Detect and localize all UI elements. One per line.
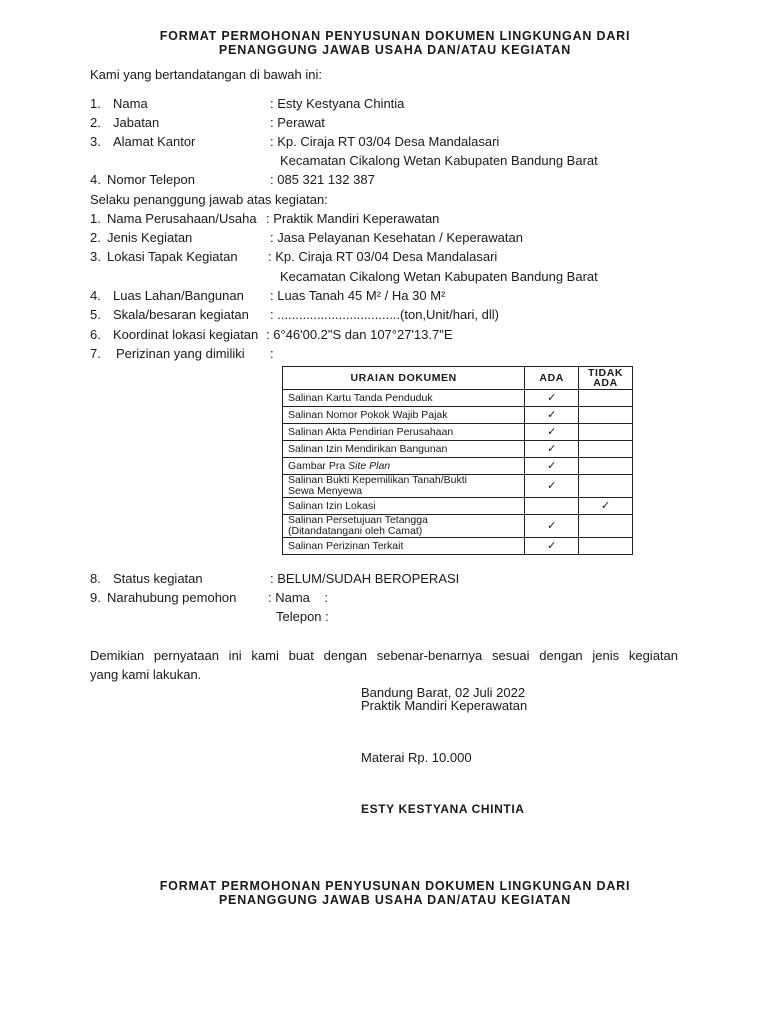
ada-cell [525, 515, 579, 538]
document-name: Gambar Pra [288, 459, 349, 472]
document-name-cell [283, 407, 525, 424]
checkmark-icon: ✓ [547, 442, 557, 455]
header-tidak-ada-line2: ADA [593, 377, 618, 389]
table-row [283, 498, 633, 515]
activity-label-permits: Perizinan yang dimiliki [116, 346, 245, 361]
header-tidak-ada [579, 367, 633, 390]
signer-value-address: : Kp. Ciraja RT 03/04 Desa Mandalasari [270, 134, 500, 149]
document-name-cell [283, 441, 525, 458]
table-row [283, 475, 633, 498]
activity-num-4: 4. [90, 288, 101, 303]
tidak-ada-cell [579, 538, 633, 555]
tidak-ada-cell [579, 407, 633, 424]
signer-num-2: 2. [90, 115, 101, 130]
activity-label-coordinates: Koordinat lokasi kegiatan [113, 327, 259, 342]
activity-label-scale: Skala/besaran kegiatan [113, 307, 249, 322]
checkmark-icon: ✓ [547, 459, 557, 472]
document-name-cell [283, 538, 525, 555]
activity-value-scale: : ..................................(ton,Unit/hari, dll) [270, 307, 500, 322]
activity-label-type: Jenis Kegiatan [107, 230, 193, 245]
footer-title-line1: FORMAT PERMOHONAN PENYUSUNAN DOKUMEN LINGKUNGAN DARI [159, 879, 631, 893]
signer-value-position: : Perawat [270, 115, 325, 130]
checkmark-icon: ✓ [547, 391, 557, 404]
signer-value-name: : Esty Kestyana Chintia [270, 96, 405, 111]
document-name-cell [283, 515, 525, 538]
activity-value-coordinates: : 6°46'00.2"S dan 107°27'13.7"E [266, 327, 453, 342]
signer-value-address-line2: Kecamatan Cikalong Wetan Kabupaten Bandung Barat [280, 153, 598, 168]
signer-label-phone: Nomor Telepon [107, 172, 195, 187]
activity-label-company: Nama Perusahaan/Usaha [107, 211, 257, 226]
checkmark-icon: ✓ [600, 499, 611, 512]
status-num-9: 9. [90, 590, 101, 605]
activity-value-company: : Praktik Mandiri Keperawatan [266, 211, 440, 226]
ada-cell [525, 538, 579, 555]
ada-cell [525, 407, 579, 424]
header-ada: ADA [525, 367, 579, 390]
activity-num-5: 5. [90, 307, 101, 322]
closing-line1: Demikian pernyataan ini kami buat dengan sebenar-benarnya sesuai dengan jenis kegiatan [90, 648, 678, 663]
tidak-ada-cell [579, 475, 633, 498]
status-label: Status kegiatan [113, 571, 203, 586]
signer-label-name: Nama [113, 96, 148, 111]
checkmark-icon: ✓ [547, 408, 557, 421]
document-title-line1: FORMAT PERMOHONAN PENYUSUNAN DOKUMEN LINGKUNGAN DARI [159, 29, 631, 43]
contact-label: Narahubung pemohon [107, 590, 237, 605]
closing-line2: yang kami lakukan. [90, 667, 202, 682]
activity-label-area: Luas Lahan/Bangunan [113, 288, 244, 303]
ada-cell [525, 390, 579, 407]
document-name: Salinan Akta Pendirian Perusahaan [288, 425, 454, 438]
document-name-cell [283, 458, 525, 475]
document-title-line2: PENANGGUNG JAWAB USAHA DAN/ATAU KEGIATAN [218, 43, 572, 57]
document-name: Salinan Nomor Pokok Wajib Pajak [288, 408, 448, 421]
document-name-italic: Site Plan [348, 459, 391, 472]
document-name: Salinan Izin Mendirikan Bangunan [288, 442, 448, 455]
activity-value-location-line2: Kecamatan Cikalong Wetan Kabupaten Bandung Barat [280, 269, 598, 284]
status-num-8: 8. [90, 571, 101, 586]
permits-table [282, 366, 633, 555]
table-row [283, 458, 633, 475]
table-row [283, 538, 633, 555]
table-row [283, 407, 633, 424]
signature-org: Praktik Mandiri Keperawatan [361, 698, 528, 713]
activity-num-1: 1. [90, 211, 101, 226]
activity-num-6: 6. [90, 327, 101, 342]
activity-num-3: 3. [90, 249, 101, 264]
document-name: Salinan Izin Lokasi [288, 499, 376, 512]
document-name-line2: (Ditandatangani oleh Camat) [288, 525, 423, 537]
permits-table-header [283, 367, 633, 390]
document-name-line2: Sewa Menyewa [288, 485, 363, 497]
intro-text: Kami yang bertandatangan di bawah ini: [90, 67, 322, 82]
signer-label-address: Alamat Kantor [113, 134, 196, 149]
status-value: : BELUM/SUDAH BEROPERASI [270, 571, 460, 586]
signer-num-4: 4. [90, 172, 101, 187]
signature-place-date: Bandung Barat, 02 Juli 2022 [361, 685, 526, 700]
header-document: URAIAN DOKUMEN [283, 367, 525, 390]
signer-value-phone: : 085 321 132 387 [270, 172, 375, 187]
signer-label-position: Jabatan [113, 115, 160, 130]
checkmark-icon: ✓ [547, 479, 557, 492]
document-name: Salinan Bukti Kepemilikan Tanah/Bukti [288, 474, 467, 486]
table-row [283, 390, 633, 407]
document-name-cell [283, 424, 525, 441]
ada-cell [525, 475, 579, 498]
ada-cell [525, 458, 579, 475]
tidak-ada-cell [579, 458, 633, 475]
footer-title-line2: PENANGGUNG JAWAB USAHA DAN/ATAU KEGIATAN [218, 893, 572, 907]
checkmark-icon: ✓ [547, 519, 557, 532]
tidak-ada-cell [579, 390, 633, 407]
document-name-cell [283, 390, 525, 407]
table-row [283, 424, 633, 441]
activity-num-7: 7. [90, 346, 101, 361]
activity-label-location: Lokasi Tapak Kegiatan [107, 249, 238, 264]
signature-materai: Materai Rp. 10.000 [361, 750, 472, 765]
signature-name: ESTY KESTYANA CHINTIA [361, 802, 525, 816]
ada-cell [525, 424, 579, 441]
document-name: Salinan Persetujuan Tetangga [288, 514, 428, 526]
activity-value-area: : Luas Tanah 45 M² / Ha 30 M² [270, 288, 446, 303]
checkmark-icon: ✓ [547, 539, 557, 552]
tidak-ada-cell [579, 424, 633, 441]
tidak-ada-cell [579, 441, 633, 458]
document-name-cell [283, 498, 525, 515]
table-row [283, 515, 633, 538]
document-name: Salinan Perizinan Terkait [288, 539, 404, 552]
contact-name: : Nama : [268, 590, 328, 605]
checkmark-icon: ✓ [547, 425, 557, 438]
tidak-ada-cell [579, 498, 633, 515]
ada-cell [525, 498, 579, 515]
activity-value-type: : Jasa Pelayanan Kesehatan / Keperawatan [270, 230, 523, 245]
header-tidak-ada-line1: TIDAK [587, 367, 624, 379]
document-name-cell [283, 475, 525, 498]
activity-value-permits: : [270, 346, 274, 361]
ada-cell [525, 441, 579, 458]
document-name: Salinan Kartu Tanda Penduduk [288, 391, 433, 404]
table-row [283, 441, 633, 458]
tidak-ada-cell [579, 515, 633, 538]
contact-phone: Telepon : [276, 609, 329, 624]
activity-value-location: : Kp. Ciraja RT 03/04 Desa Mandalasari [268, 249, 498, 264]
signer-num-3: 3. [90, 134, 101, 149]
signer-num-1: 1. [90, 96, 101, 111]
activity-num-2: 2. [90, 230, 101, 245]
responsible-intro: Selaku penanggung jawab atas kegiatan: [90, 192, 328, 207]
